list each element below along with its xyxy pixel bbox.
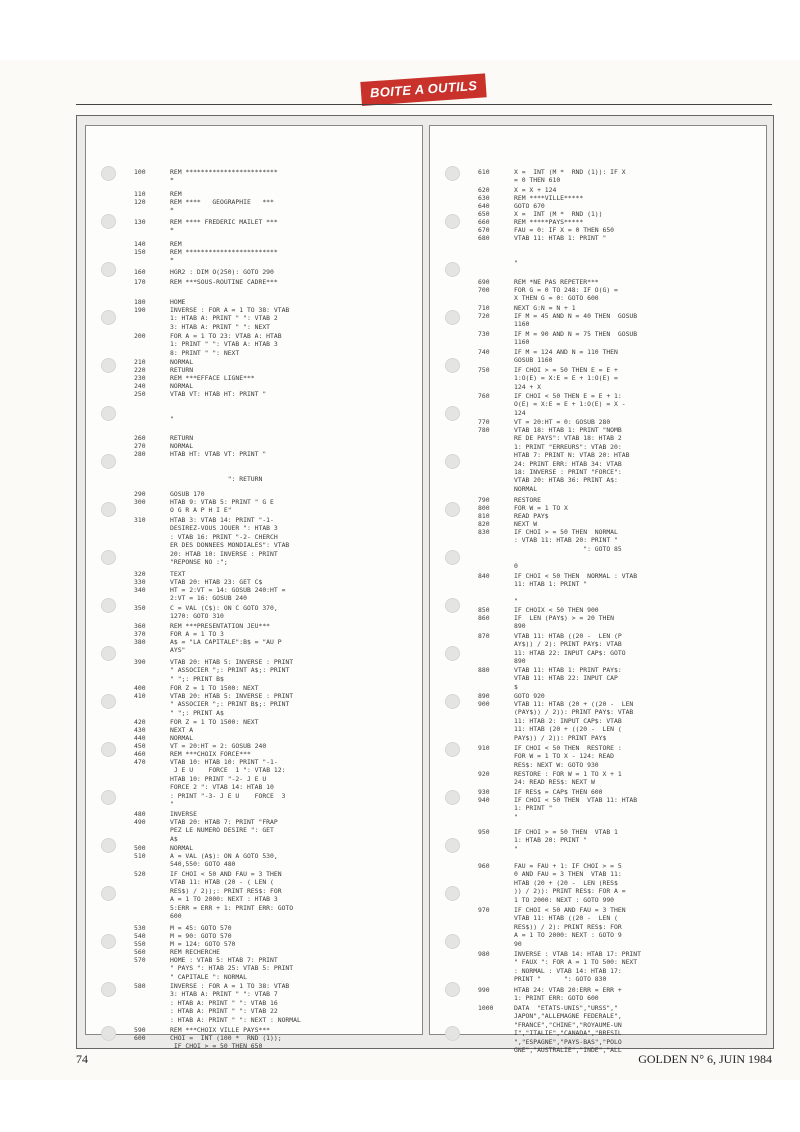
line-number: 280 [134,450,146,458]
line-number: 640 [478,202,490,210]
line-number: 300 [134,498,146,506]
line-number: 960 [478,862,490,870]
line-number: 270 [134,442,146,450]
line-code: NORMAL [170,442,194,450]
line-number: 800 [478,504,490,512]
tractor-hole [101,502,116,517]
line-number: 720 [478,312,490,320]
line-number: 470 [134,758,146,766]
line-code: FOR Z = 1 TO 1500: NEXT [170,718,259,726]
line-number: 110 [134,190,146,198]
line-code: NORMAL [170,734,194,742]
tractor-hole [101,886,116,901]
line-code: NORMAL [170,358,194,366]
top-margin [0,0,800,60]
line-number: 140 [134,240,146,248]
tractor-hole [101,454,116,469]
line-number: 1000 [478,1004,494,1012]
line-number: 600 [134,1034,146,1042]
line-code: VTAB 18: HTAB 1: PRINT "NOMB RE DE PAYS": VTAB 18: HTAB 2 1: PRINT "ERREURS": VTAB 20: HTAB 7: PRINT N: VTAB 20: HTAB 24: PRINT ERR: HTAB 34: VTAB 18: INVERSE : PRINT "FORCE": VTAB 20: HTAB 36: PRINT A$: NORMAL [514,426,630,493]
line-number: 850 [478,606,490,614]
line-number: 630 [478,194,490,202]
line-number: 400 [134,684,146,692]
tractor-hole [101,214,116,229]
line-code: IF M = 124 AND N = 110 THEN GOSUB 1160 [514,348,618,365]
line-code: M = 124: GOTO 570 [170,940,236,948]
tractor-hole [101,598,116,613]
tractor-hole [445,646,460,661]
line-code: HTAB 24: VTAB 20:ERR = ERR + 1: PRINT ERR: GOTO 600 [514,986,622,1003]
line-code: GOTO 670 [514,202,545,210]
line-code: VTAB 20: HTAB 7: PRINT "FRAP PEZ LE NUMERO DESIRE ": GET A$ [170,818,278,843]
line-code: RETURN [170,366,194,374]
line-code: GOTO 920 [514,692,545,700]
line-code: READ PAY$ [514,512,549,520]
header-rule [76,104,772,105]
line-number: 760 [478,392,490,400]
line-number: 780 [478,426,490,434]
line-number: 810 [478,512,490,520]
line-number: 480 [134,810,146,818]
line-number: 580 [134,982,146,990]
line-code: A$ = "LA CAPITALE":B$ = "AU P AYS" [170,638,282,655]
tractor-holes-right [445,126,459,1034]
line-number: 680 [478,234,490,242]
line-code: CHOI = INT (100 * RND (1)); IF CHOI > = 50 THEN 650 [170,1034,282,1051]
publication-info: GOLDEN N° 6, JUIN 1984 [638,1052,772,1066]
tractor-hole [445,166,460,181]
line-number: 160 [134,268,146,276]
line-code: FOR A = 1 TO 23: VTAB A: HTAB 1: PRINT " ": VTAB A: HTAB 3 8: PRINT " ": NEXT [170,332,282,357]
line-code: FAU = FAU + 1: IF CHOI > = 5 0 AND FAU = 3 THEN VTAB 11: HTAB (20 + (20 - LEN (RES$ )) / 2)): PRINT RES$: FOR A = 1 TO 2000: NEXT : GOTO 990 [514,862,626,904]
tractor-holes-left [101,126,115,1034]
tractor-hole [445,790,460,805]
line-code: FOR W = 1 TO X [514,504,568,512]
line-code: TEXT [170,570,186,578]
line-code: IF LEN (PAY$) > = 20 THEN 890 [514,614,615,631]
line-number: 430 [134,726,146,734]
line-code: NORMAL [170,844,194,852]
line-code: IF RES$ = CAP$ THEN 600 [514,788,603,796]
line-number: 240 [134,382,146,390]
listing-column-right [429,125,767,1055]
tractor-hole [445,262,460,277]
tractor-hole [101,790,116,805]
line-code: IF CHOI < 50 THEN RESTORE : FOR W = 1 TO X - 124: READ RES$: NEXT W: GOTO 930 [514,744,622,769]
line-code: HTAB HT: VTAB VT: PRINT " ": RETURN [170,450,267,484]
line-code: C = VAL (C$): ON C GOTO 370, 1270: GOTO 310 [170,604,278,621]
line-number: 660 [478,218,490,226]
line-number: 690 [478,278,490,286]
tractor-hole [445,934,460,949]
tractor-hole [445,886,460,901]
line-code: M = 90: GOTO 570 [170,932,232,940]
line-number: 730 [478,330,490,338]
line-number: 560 [134,948,146,956]
line-code: REM RECHERCHE [170,948,221,956]
line-code: REM **** FREDERIC MAILET *** * [170,218,278,235]
tractor-hole [445,742,460,757]
line-code: FOR G = 0 TO 248: IF O(G) = X THEN G = 0: GOTO 600 [514,286,618,303]
line-number: 250 [134,390,146,398]
line-code: RESTORE : FOR W = 1 TO X + 1 24: READ RES$: NEXT W [514,770,622,787]
line-number: 460 [134,750,146,758]
line-number: 510 [134,852,146,860]
line-code: IF CHOI > = 50 THEN E = E + 1:O(E) = X:E = E + 1:O(E) = 124 + X [514,366,618,391]
tractor-hole [445,406,460,421]
line-code: IF CHOI > = 50 THEN VTAB 1 1: HTAB 20: PRINT " " [514,828,618,853]
listing-column-left [85,125,423,1051]
line-number: 410 [134,692,146,700]
section-header: BOITE A OUTILS [360,73,487,106]
line-number: 120 [134,198,146,206]
line-number: 230 [134,374,146,382]
line-number: 130 [134,218,146,226]
line-number: 900 [478,700,490,708]
tractor-hole [101,358,116,373]
line-code: VT = 20:HT = 0: GOSUB 280 [514,418,611,426]
line-number: 220 [134,366,146,374]
tractor-hole [445,502,460,517]
line-code: HOME [170,298,186,306]
line-code: IF CHOI < 50 THEN NORMAL : VTAB 11: HTAB 1: PRINT " " [514,572,638,606]
line-code: REM ****VILLE***** [514,194,584,202]
line-number: 180 [134,298,146,306]
tractor-hole [445,1026,460,1041]
line-code: VTAB 20: HTAB 5: INVERSE : PRINT " ASSOCIER ";: PRINT B$;: PRINT " ";: PRINT A$ [170,692,294,717]
line-code: VTAB 20: HTAB 5: INVERSE : PRINT " ASSOCIER ";: PRINT A$;: PRINT " ";: PRINT B$ [170,658,294,683]
line-number: 570 [134,956,146,964]
line-number: 770 [478,418,490,426]
line-code: IF CHOI > = 50 THEN NORMAL : VTAB 11: HTAB 20: PRINT " ": GOTO 85 0 [514,528,622,570]
line-number: 980 [478,950,490,958]
line-code: REM **** GEOGRAPHIE *** * [170,198,274,215]
line-code: IF CHOI < 50 AND FAU = 3 THEN VTAB 11: HTAB (20 - ( LEN ( RES$) / 2));: PRINT RES$: FOR A = 1 TO 2000: NEXT : HTAB 3 5:ERR = ERR + 1: PRINT ERR: GOTO 600 [170,870,294,921]
line-code: X = INT (M * RND (1)): IF X = 0 THEN 610 [514,168,626,185]
line-number: 940 [478,796,490,804]
line-number: 530 [134,924,146,932]
tractor-hole [101,934,116,949]
line-code: GOSUB 170 [170,490,205,498]
line-number: 910 [478,744,490,752]
line-code: VTAB 10: HTAB 10: PRINT "-1- J E U FORCE 1 ": VTAB 12: HTAB 10: PRINT "-2- J E U FORCE 2 ": VTAB 14: HTAB 10 : PRINT "-3- J E U FORCE 3 " [170,758,286,809]
line-number: 920 [478,770,490,778]
line-number: 210 [134,358,146,366]
tractor-hole [101,166,116,181]
line-code: VT = 20:HT = 2: GOSUB 240 [170,742,267,750]
line-number: 420 [134,718,146,726]
line-number: 650 [478,210,490,218]
line-code: REM ***PRESENTATION JEU*** [170,622,271,630]
tractor-hole [101,694,116,709]
line-number: 200 [134,332,146,340]
page-number: 74 [76,1052,88,1066]
line-code: NORMAL [170,382,194,390]
line-code: HTAB 9: VTAB 5: PRINT " G E O G R A P H I E" [170,498,274,515]
line-number: 930 [478,788,490,796]
line-number: 790 [478,496,490,504]
line-code: IF CHOI < 50 AND FAU = 3 THEN VTAB 11: HTAB ((20 - LEN ( RES$)) / 2): PRINT RES$: FOR A = 1 TO 2000: NEXT : GOTO 9 90 [514,906,626,948]
line-code: REM ***CHOIX FORCE*** [170,750,251,758]
line-code: HT = 2:VT = 14: GOSUB 240:HT = 2:VT = 16: GOSUB 240 [170,586,286,603]
line-code: REM ***CHOIX VILLE PAYS*** [170,1026,271,1034]
line-number: 360 [134,622,146,630]
line-number: 310 [134,516,146,524]
line-number: 500 [134,844,146,852]
line-code: VTAB 11: HTAB ((20 - LEN (P AY$)) / 2): PRINT PAY$: VTAB 11: HTAB 22: INPUT CAP$: GOTO 890 [514,632,626,666]
line-code: NEXT W [514,520,538,528]
line-code: REM ************************ * [170,248,278,265]
line-number: 710 [478,304,490,312]
tractor-hole [101,982,116,997]
line-number: 950 [478,828,490,836]
tractor-hole [101,742,116,757]
line-code: INVERSE : FOR A = 1 TO 38: VTAB 3: HTAB A: PRINT " ": VTAB 7 : HTAB A: PRINT " ": VTAB 16 : HTAB A: PRINT " ": VTAB 22 : HTAB A: PRINT " ": NEXT : NORMAL [170,982,301,1024]
line-code: VTAB 20: HTAB 23: GET C$ [170,578,263,586]
line-number: 890 [478,692,490,700]
tractor-hole [101,262,116,277]
line-number: 520 [134,870,146,878]
line-code: REM *NE PAS REPETER*** [514,278,599,286]
line-number: 750 [478,366,490,374]
line-code: IF CHOIX < 50 THEN 900 [514,606,599,614]
line-code: IF CHOI < 50 THEN VTAB 11: HTAB 1: PRINT " " [514,796,638,821]
line-code: FOR Z = 1 TO 1500: NEXT [170,684,259,692]
tractor-hole [445,358,460,373]
line-number: 370 [134,630,146,638]
line-number: 380 [134,638,146,646]
tractor-hole [101,646,116,661]
line-number: 260 [134,434,146,442]
line-number: 610 [478,168,490,176]
line-number: 990 [478,986,490,994]
line-number: 540 [134,932,146,940]
line-number: 670 [478,226,490,234]
line-number: 290 [134,490,146,498]
line-number: 820 [478,520,490,528]
line-code: VTAB 11: HTAB (20 + ((20 - LEN (PAY$)) / 2)): PRINT PAY$: VTAB 11: HTAB 2: INPUT CAP$: VTAB 11: HTAB (20 + ((20 - LEN ( PAY$)) / 2)): PRINT PAY$ [514,700,634,742]
line-code: VTAB 11: HTAB 1: PRINT " " [514,234,607,268]
line-code: VTAB 11: HTAB 1: PRINT PAY$: VTAB 11: HTAB 22: INPUT CAP $ [514,666,622,691]
line-code: M = 45: GOTO 570 [170,924,232,932]
line-code: HOME : VTAB 5: HTAB 7: PRINT " PAYS ": HTAB 25: VTAB 5: PRINT " CAPITALE ": NORMAL [170,956,294,981]
line-number: 840 [478,572,490,580]
line-number: 870 [478,632,490,640]
line-number: 830 [478,528,490,536]
line-code: A = VAL (A$): ON A GOTO 530, 540,550: GOTO 480 [170,852,278,869]
line-code: INVERSE [170,810,197,818]
tractor-hole [445,214,460,229]
line-number: 390 [134,658,146,666]
line-code: FOR A = 1 TO 3 [170,630,224,638]
line-code: IF M = 45 AND N = 40 THEN GOSUB 1160 [514,312,638,329]
line-number: 860 [478,614,490,622]
tractor-hole [445,550,460,565]
line-number: 970 [478,906,490,914]
line-code: NEXT A [170,726,194,734]
line-code: HGR2 : DIM O(250): GOTO 290 [170,268,274,276]
tractor-hole [101,838,116,853]
line-number: 330 [134,578,146,586]
line-code: X = INT (M * RND (1)) [514,210,603,218]
line-number: 740 [478,348,490,356]
line-number: 550 [134,940,146,948]
line-code: IF M = 90 AND N = 75 THEN GOSUB 1160 [514,330,638,347]
line-code: RESTORE [514,496,541,504]
tractor-hole [445,982,460,997]
line-number: 490 [134,818,146,826]
tractor-hole [445,694,460,709]
line-code: FAU = 0: IF X = 0 THEN 650 [514,226,615,234]
tractor-hole [101,310,116,325]
line-number: 190 [134,306,146,314]
line-number: 170 [134,278,146,286]
line-code: RETURN [170,434,194,442]
tractor-hole [445,598,460,613]
bottom-margin [0,1080,800,1132]
line-number: 620 [478,186,490,194]
line-number: 450 [134,742,146,750]
line-number: 100 [134,168,146,176]
tractor-hole [101,406,116,421]
line-number: 350 [134,604,146,612]
line-code: VTAB VT: HTAB HT: PRINT " " [170,390,267,424]
listing-frame [76,115,774,1055]
tractor-hole [101,550,116,565]
line-code: DATA "ETATS-UNIS","URSS"," JAPON","ALLEMAGNE FEDERALE", "FRANCE","CHINE","ROYAUME-UN I","ITALIE","CANADA","BRESIL ","ESPAGNE","PAYS-BAS","POLO GNE","AUSTRALIE","INDE","ALL [514,1004,622,1055]
line-code: REM ***SOUS-ROUTINE CADRE*** [170,278,278,286]
line-number: 880 [478,666,490,674]
line-number: 590 [134,1026,146,1034]
line-number: 340 [134,586,146,594]
line-code: REM *****PAYS***** [514,218,584,226]
line-code: REM [170,240,182,248]
line-code: REM ***EFFACE LIGNE*** [170,374,255,382]
tractor-hole [445,454,460,469]
line-number: 320 [134,570,146,578]
line-number: 150 [134,248,146,256]
line-code: IF CHOI < 50 THEN E = E + 1: O(E) = X:E = E + 1:O(E) = X - 124 [514,392,626,417]
line-code: REM [170,190,182,198]
line-number: 440 [134,734,146,742]
line-code: NEXT G:N = N + 1 [514,304,576,312]
tractor-hole [445,838,460,853]
line-number: 700 [478,286,490,294]
line-code: HTAB 3: VTAB 14: PRINT "-1- DESIREZ-VOUS JOUER ": HTAB 3 : VTAB 16: PRINT "-2- CHERCH ER DES DONNEES MONDIALES": VTAB 20: HTAB 10: INVERSE : PRINT "REPONSE NO :"; [170,516,290,567]
line-code: INVERSE : VTAB 14: HTAB 17: PRINT " FAUX ": FOR A = 1 TO 500: NEXT : NORMAL : VTAB 14: HTAB 17: PRINT " ": GOTO 830 [514,950,641,984]
tractor-hole [445,310,460,325]
line-code: REM ************************ * [170,168,278,185]
line-code: INVERSE : FOR A = 1 TO 38: VTAB 1: HTAB A: PRINT " ": VTAB 2 3: HTAB A: PRINT " ": NEXT [170,306,290,331]
tractor-hole [101,1026,116,1041]
line-code: X = X + 124 [514,186,557,194]
